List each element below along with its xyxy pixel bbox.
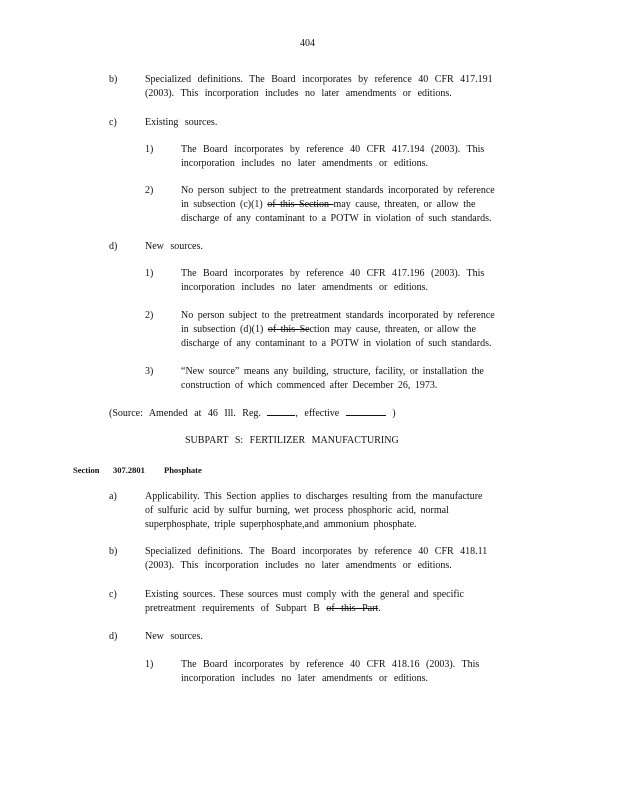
paragraph-line: discharge of any contaminant to a POTW in violation of such standards. (181, 338, 492, 349)
item-marker: 3) (145, 366, 154, 377)
source-note (109, 406, 396, 421)
struck-text: of this Part (326, 603, 379, 614)
paragraph-line: incorporation includes no later amendments or editions. (181, 282, 428, 293)
section-label: Section (73, 465, 100, 475)
paragraph-line: Applicability. This Section applies to discharges resulting from the manufacture (145, 491, 483, 502)
paragraph-line: Specialized definitions. The Board incorporates by reference 40 CFR 417.191 (145, 74, 493, 85)
paragraph-line: construction of which commenced after December 26, 1973. (181, 380, 438, 391)
item-marker: b) (109, 74, 118, 85)
item-marker: c) (109, 589, 117, 600)
source-text: (Source: Amended at 46 Ill. Reg. (109, 408, 261, 419)
item-marker: d) (109, 241, 118, 252)
paragraph-line (181, 323, 476, 337)
section-title: Phosphate (164, 465, 202, 475)
item-marker: d) (109, 631, 118, 642)
text-segment: in subsection (c)(1) (181, 199, 268, 210)
item-marker: 1) (145, 144, 154, 155)
section-number: 307.2801 (113, 465, 145, 475)
paragraph-line: The Board incorporates by reference 40 CFR 417.196 (2003). This (181, 268, 485, 279)
item-marker: 1) (145, 659, 154, 670)
paragraph-line: (2003). This incorporation includes no later amendments or editions. (145, 88, 452, 99)
struck-text: of this Se (267, 324, 310, 335)
text-segment: . (378, 603, 381, 614)
item-marker: 2) (145, 185, 154, 196)
source-text: , effective (295, 408, 340, 419)
paragraph-line: discharge of any contaminant to a POTW in violation of such standards. (181, 213, 492, 224)
item-marker: c) (109, 117, 117, 128)
paragraph-line: of sulfuric acid by sulfur burning, wet process phosphoric acid, normal (145, 505, 449, 516)
paragraph-line: The Board incorporates by reference 40 CFR 417.194 (2003). This (181, 144, 485, 155)
text-segment: ction may cause, threaten, or allow the (309, 324, 476, 335)
item-marker: b) (109, 546, 118, 557)
subpart-heading: SUBPART S: FERTILIZER MANUFACTURING (185, 435, 399, 446)
item-marker: 1) (145, 268, 154, 279)
paragraph-line: No person subject to the pretreatment standards incorporated by reference (181, 185, 495, 196)
struck-text: of this Section (267, 199, 334, 210)
item-marker: 2) (145, 310, 154, 321)
date-blank (346, 406, 386, 416)
paragraph-line: Specialized definitions. The Board incorporates by reference 40 CFR 418.11 (145, 546, 488, 557)
paragraph-line: incorporation includes no later amendments or editions. (181, 673, 428, 684)
subsection-heading: New sources. (145, 631, 203, 642)
page-number: 404 (300, 38, 315, 49)
paragraph-line: “New source” means any building, structure, facility, or installation the (181, 366, 484, 377)
paragraph-line (145, 602, 381, 616)
item-marker: a) (109, 491, 117, 502)
paragraph-line: The Board incorporates by reference 40 CFR 418.16 (2003). This (181, 659, 480, 670)
paragraph-line: No person subject to the pretreatment standards incorporated by reference (181, 310, 495, 321)
subsection-heading: New sources. (145, 241, 203, 252)
source-text: ) (392, 408, 396, 419)
paragraph-line: superphosphate, triple superphosphate,and ammonium phosphate. (145, 519, 417, 530)
paragraph-line (181, 198, 475, 212)
paragraph-line: (2003). This incorporation includes no later amendments or editions. (145, 560, 452, 571)
text-segment: may cause, threaten, or allow the (333, 199, 476, 210)
text-segment: pretreatment requirements of Subpart B (145, 603, 327, 614)
reg-blank (267, 406, 295, 416)
paragraph-line: incorporation includes no later amendments or editions. (181, 158, 428, 169)
subsection-heading: Existing sources. (145, 117, 218, 128)
paragraph-line: Existing sources. These sources must comply with the general and specific (145, 589, 464, 600)
text-segment: in subsection (d)(1) (181, 324, 268, 335)
